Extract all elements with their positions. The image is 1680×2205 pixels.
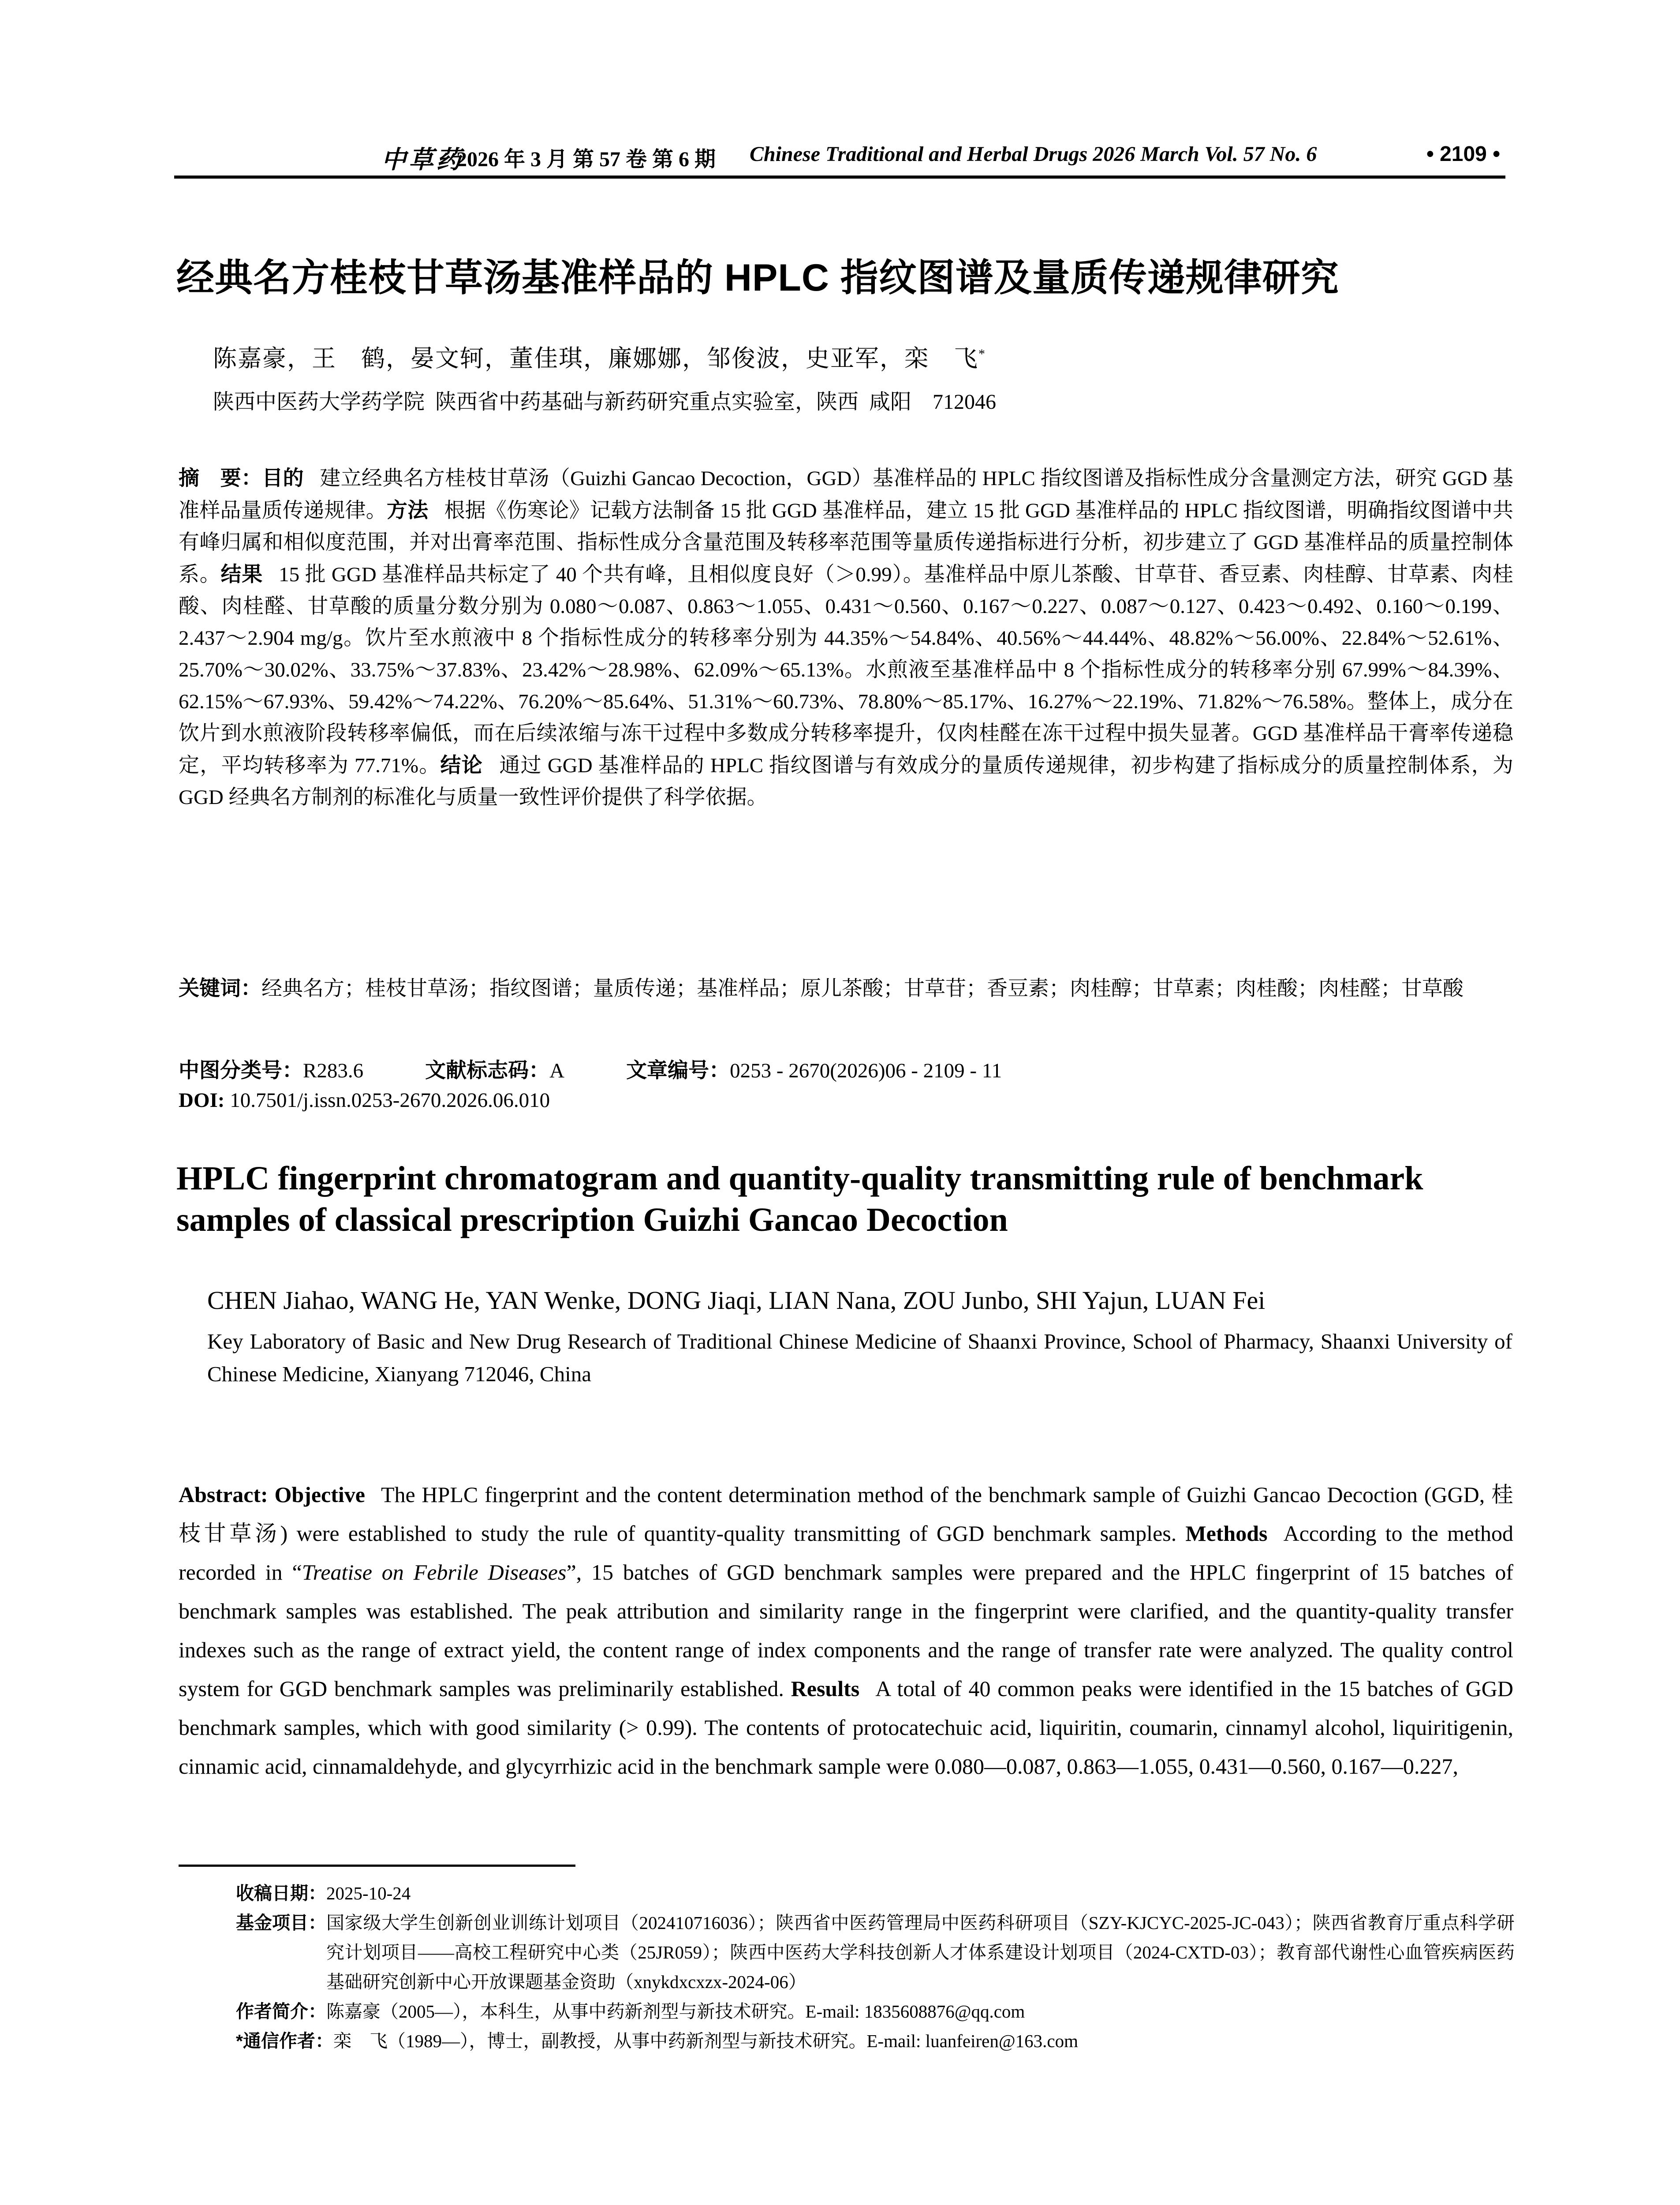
footnote-author-bio: [236, 1997, 1515, 2026]
doi-link[interactable]: 10.7501/j.issn.0253-2670.2026.06.010: [230, 1089, 550, 1112]
keywords-label: 关键词：: [179, 976, 261, 1000]
footnote-received: [236, 1879, 1515, 1908]
results-label-en: Results: [791, 1676, 860, 1701]
running-header: [174, 140, 1505, 174]
footnote-rule: [179, 1865, 575, 1867]
doi-line: [179, 1088, 550, 1112]
objective-label-cn: 目的: [262, 466, 304, 490]
abstract-label-cn: 摘 要：: [179, 466, 262, 490]
methods-label-cn: 方法: [386, 498, 429, 522]
footnote-text: 2025-10-24: [326, 1883, 411, 1903]
footnote-text: 国家级大学生创新创业训练计划项目（202410716036）；陕西省中医药管理局中医药科研项目（SZY-KJCYC-2025-JC-043）；陕西省教育厅重点科学研究计划项目——高校工程研究中心类（25JR059）；陕西中医药大学科技创新人才体系建设计划项目（2024-CXTD-03）；教育部代谢性心血管疾病医药基础研究创新中心开放课题基金资助（xnykdxcxzx-2024-06）: [326, 1913, 1515, 1992]
footnote-label: 收稿日期：: [236, 1883, 326, 1903]
issue-info-en: Chinese Traditional and Herbal Drugs 2026 March Vol. 57 No. 6: [750, 142, 1317, 166]
objective-text-en: The HPLC fingerprint and the content determination method of the benchmark sample of Guizhi Gancao Decoction (GGD, 桂枝甘草汤) were established to study the rule of quantity-quality transmitting of GGD benchmark samples.: [179, 1482, 1513, 1546]
methods-text-cn: 根据《伤寒论》记载方法制备 15 批 GGD 基准样品，建立 15 批 GGD 基准样品的 HPLC 指纹图谱，明确指纹图谱中共有峰归属和相似度范围，并对出膏率范围、指标性成分含量范围及转移率范围等量质传递指标进行分析，初步建立了 GGD 基准样品的质量控制体系。: [179, 499, 1514, 586]
doc-code-value: A: [549, 1059, 565, 1082]
author-list-en: CHEN Jiahao, WANG He, YAN Wenke, DONG Jiaqi, LIAN Nana, ZOU Junbo, SHI Yajun, LUAN Fei: [207, 1286, 1266, 1315]
doc-code-label: 文献标志码：: [425, 1058, 550, 1082]
footnote-text: 陈嘉豪（2005—），本科生，从事中药新剂型与新技术研究。E-mail: 1835608876@qq.com: [326, 2001, 1025, 2022]
clc-label: 中图分类号：: [179, 1058, 303, 1082]
abstract-cn: [179, 462, 1513, 813]
conclusion-text-cn: 通过 GGD 基准样品的 HPLC 指纹图谱与有效成分的量质传递规律，初步构建了指标成分的质量控制体系，为 GGD 经典名方制剂的标准化与质量一致性评价提供了科学依据。: [179, 754, 1514, 809]
author-list-cn: [213, 340, 986, 374]
keywords-cn: [179, 972, 1513, 1005]
footnote-label: *通信作者：: [236, 2031, 333, 2051]
methods-text-en-pre: According to the method recorded in “: [179, 1521, 1513, 1585]
results-text-en: A total of 40 common peaks were identified in the 15 batches of GGD benchmark samples, which with good similarity (> 0.99). The contents of protocatechuic acid, liquiritin, coumarin, cinnamyl alcohol, liquiritigenin, cinnamic acid, cinnamaldehyde, and glycyrrhizic acid in the benchmark sample were 0.080—0.087, 0.863—1.055, 0.431—0.560, 0.167—0.227,: [179, 1676, 1514, 1779]
footnote-label: 作者简介：: [236, 2001, 326, 2022]
objective-label-en: Objective: [274, 1482, 365, 1507]
methods-label-en: Methods: [1185, 1521, 1268, 1546]
article-no-value: 0253 - 2670(2026)06 - 2109 - 11: [730, 1059, 1002, 1082]
article-title-cn: 经典名方桂枝甘草汤基准样品的 HPLC 指纹图谱及量质传递规律研究: [176, 257, 1339, 299]
abstract-label-en: Abstract:: [179, 1482, 268, 1507]
footnotes: [236, 1879, 1515, 2056]
classification-line: [179, 1054, 1002, 1084]
conclusion-label-cn: 结论: [440, 753, 483, 777]
affiliation-cn: 陕西中医药大学药学院 陕西省中药基础与新药研究重点实验室，陕西 咸阳 712046: [213, 390, 997, 414]
keywords-text: 经典名方；桂枝甘草汤；指纹图谱；量质传递；基准样品；原儿茶酸；甘草苷；香豆素；肉桂醇；甘草素；肉桂酸；肉桂醛；甘草酸: [261, 977, 1463, 1000]
clc-value: R283.6: [303, 1059, 364, 1082]
abstract-en: [179, 1475, 1513, 1786]
page-number: • 2109 •: [1426, 142, 1500, 166]
article-no-label: 文章编号：: [626, 1058, 730, 1082]
footnote-funding: [236, 1908, 1515, 1997]
results-text-cn: 15 批 GGD 基准样品共标定了 40 个共有峰，且相似度良好（＞0.99）。基准样品中原儿茶酸、甘草苷、香豆素、肉桂醇、甘草素、肉桂酸、肉桂醛、甘草酸的质量分数分别为 0.080～0.087、0.863～1.055、0.431～0.560、0.167～0.227、0.087～0.127、0.423～0.492、0.160～0.199、2.437～2.904 mg/g。饮片至水煎液中 8 个指标性成分的转移率分别为 44.35%～54.84%、40.56%～44.44%、48.82%～56.00%、22.84%～52.61%、25.70%～30.02%、33.75%～37.83%、23.42%～28.98%、62.09%～65.13%。水煎液至基准样品中 8 个指标性成分的转移率分别 67.99%～84.39%、62.15%～67.93%、59.42%～74.22%、76.20%～85.64%、51.31%～60.73%、78.80%～85.17%、16.27%～22.19%、71.82%～76.58%。整体上，成分在饮片到水煎液阶段转移率偏低，而在后续浓缩与冻干过程中多数成分转移率提升，仅肉桂醛在冻干过程中损失显著。GGD 基准样品干膏率传递稳定，平均转移率为 77.71%。: [179, 563, 1514, 777]
methods-text-en-post: ”, 15 batches of GGD benchmark samples were prepared and the HPLC fingerprint of 15 batches of benchmark samples was established. The peak attribution and similarity range in the fingerprint were clarified, and the quantity-quality transfer indexes such as the range of extract yield, the content range of index components and the range of transfer rate were analyzed. The quality control system for GGD benchmark samples was preliminarily established.: [179, 1560, 1513, 1701]
authors-cn: 陈嘉豪，王 鹤，晏文轲，董佳琪，廉娜娜，邹俊波，史亚军，栾 飞: [213, 345, 978, 372]
footnote-label: 基金项目：: [236, 1913, 326, 1933]
header-rule: [174, 176, 1505, 179]
footnote-corresponding: [236, 2026, 1515, 2056]
journal-logo: 中草药: [381, 146, 463, 174]
results-label-cn: 结果: [220, 562, 263, 586]
article-title-en: HPLC fingerprint chromatogram and quantity-quality transmitting rule of benchmark samples of classical prescription Guizhi Gancao Decoction: [176, 1160, 1423, 1238]
doi-label: DOI:: [179, 1089, 225, 1112]
affiliation-en: Key Laboratory of Basic and New Drug Research of Traditional Chinese Medicine of Shaanxi Province, School of Pharmacy, Shaanxi University of Chinese Medicine, Xianyang 712046, China: [207, 1329, 1512, 1386]
book-title: Treatise on Febrile Diseases: [302, 1560, 567, 1585]
objective-text-cn: 建立经典名方桂枝甘草汤（Guizhi Gancao Decoction，GGD）基准样品的 HPLC 指纹图谱及指标性成分含量测定方法，研究 GGD 基准样品量质传递规律。: [179, 467, 1514, 522]
footnote-text: 栾 飞（1989—），博士，副教授，从事中药新剂型与新技术研究。E-mail: luanfeiren@163.com: [333, 2031, 1078, 2051]
issue-info-cn: 2026 年 3 月 第 57 卷 第 6 期: [456, 148, 716, 171]
corresponding-mark: *: [978, 347, 986, 361]
